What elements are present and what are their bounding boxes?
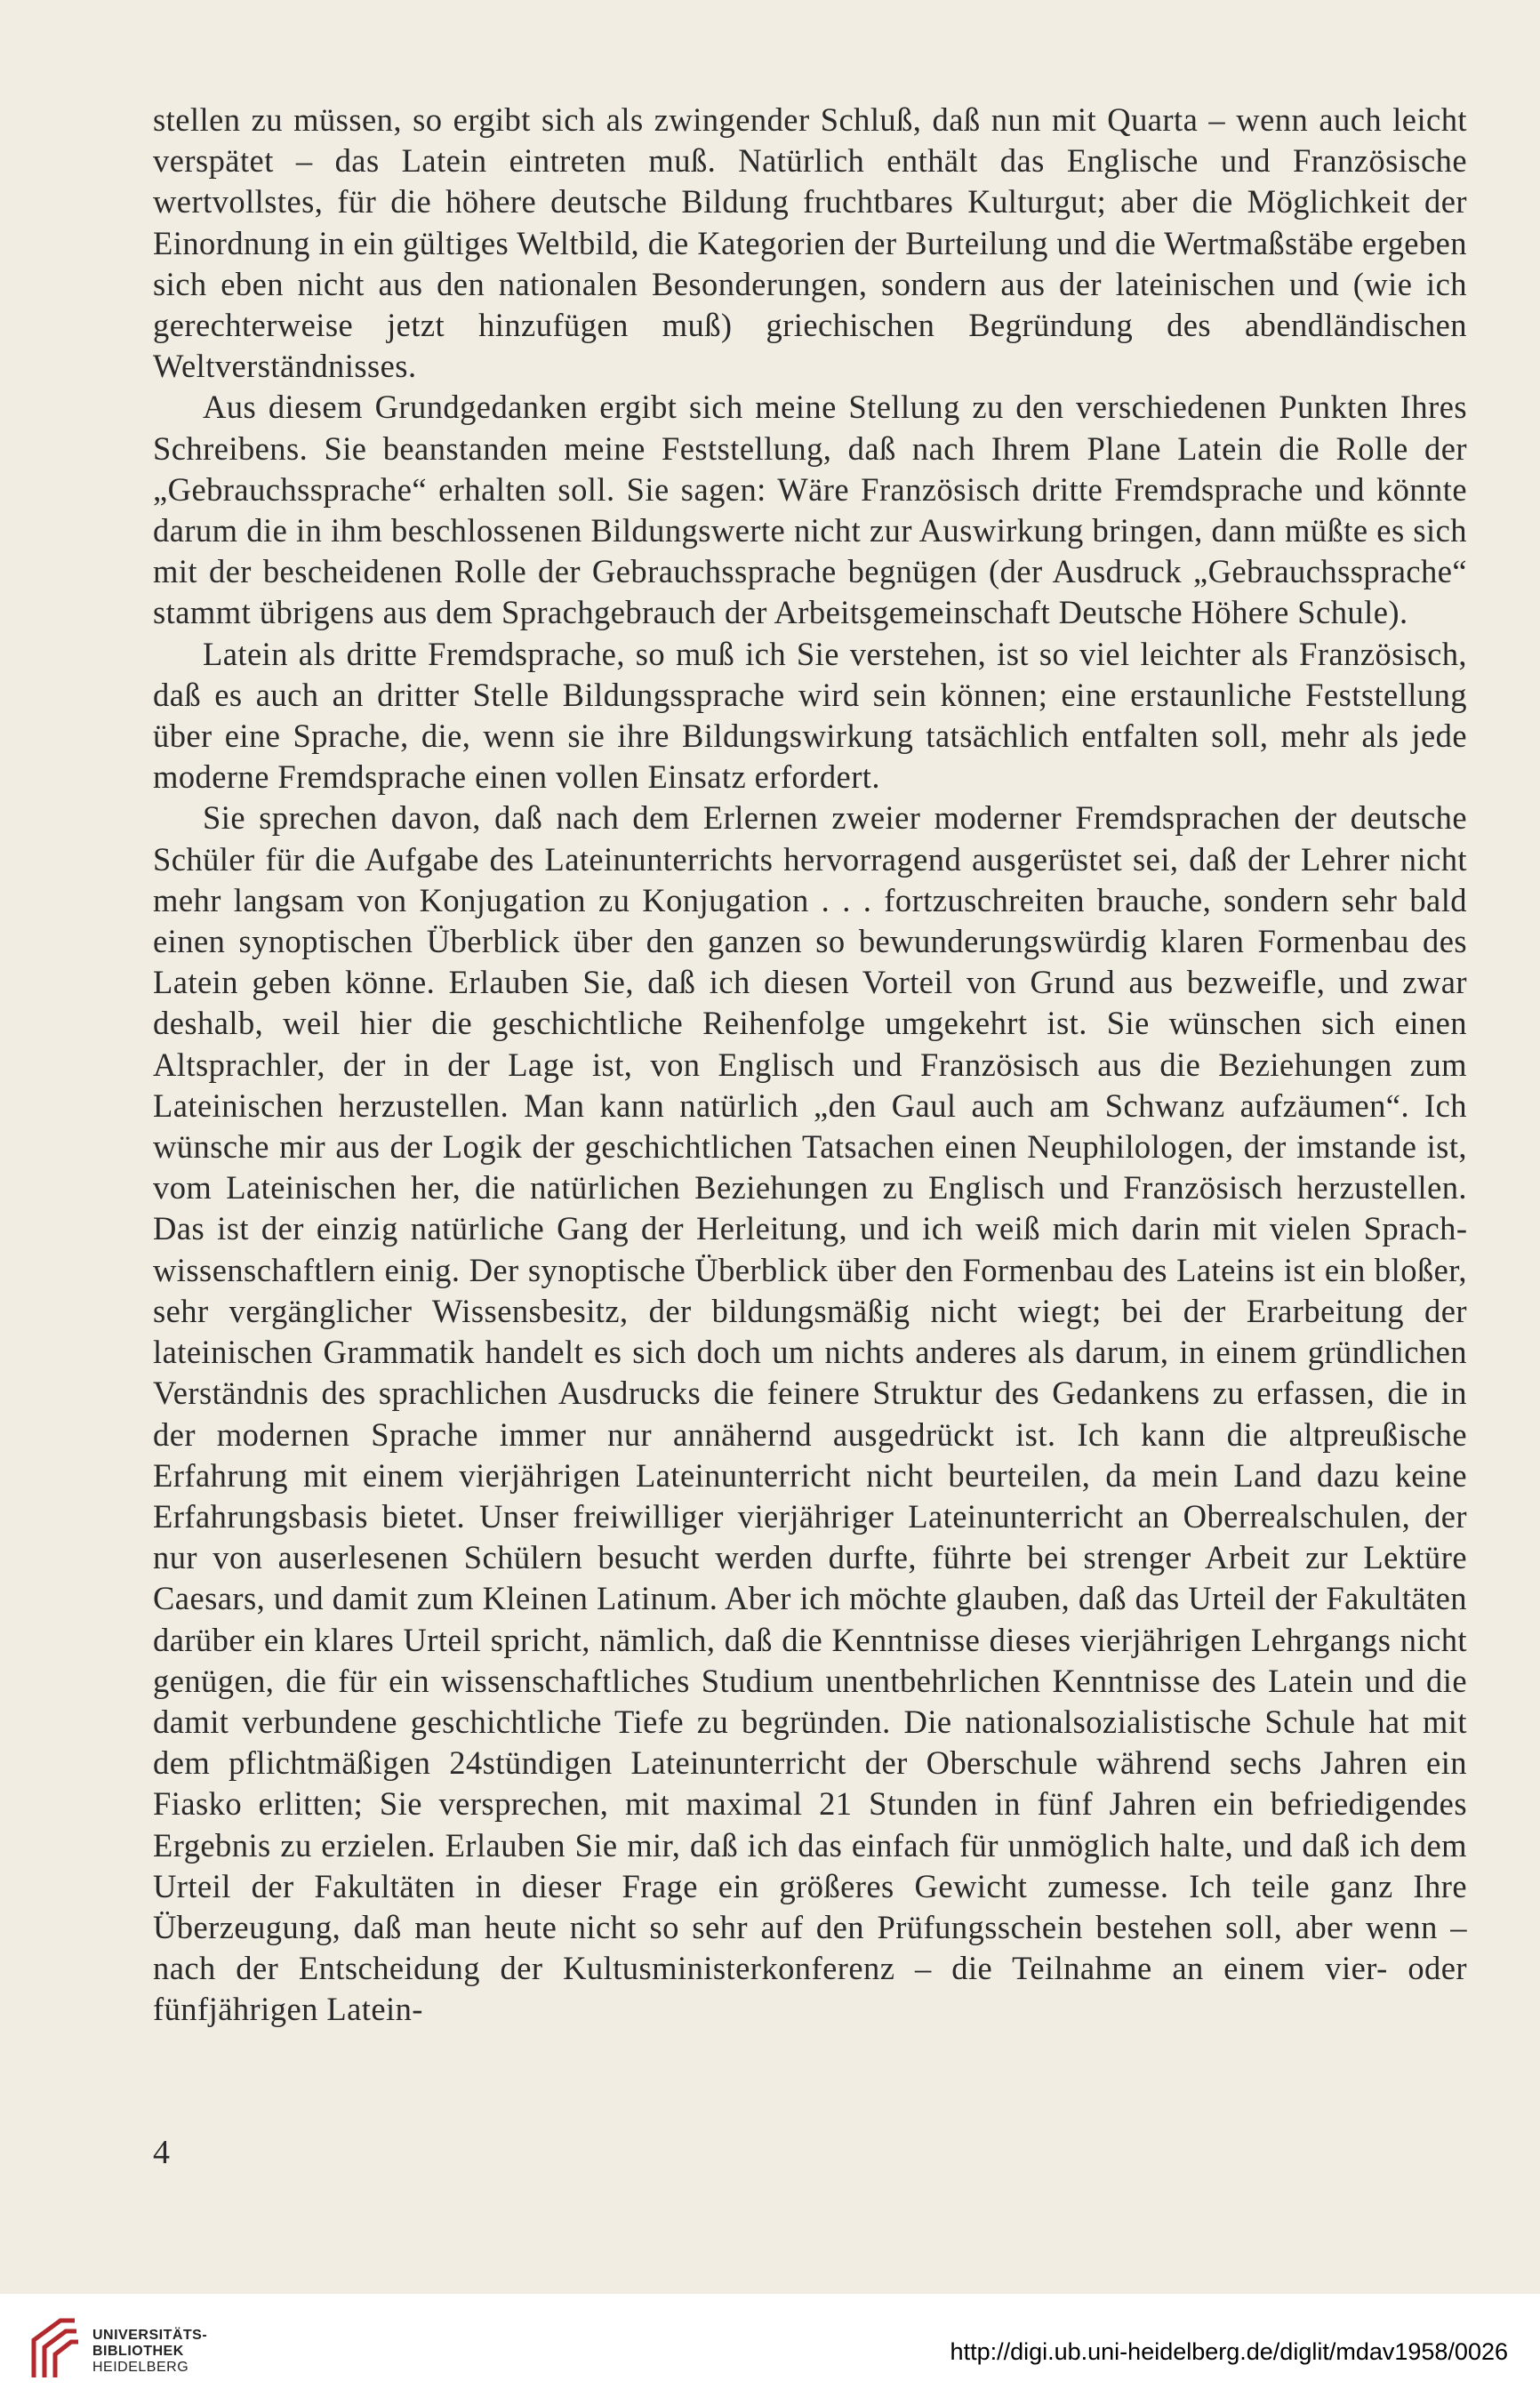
library-name-line3: HEIDELBERG: [92, 2360, 189, 2375]
digitization-footer: [0, 2294, 1540, 2405]
paragraph-3: Latein als dritte Fremdsprache, so muß ich Sie verstehen, ist so viel leichter als Französisch, daß es auch an dritter Stelle Bildungssprache wird sein können; eine erstaunliche Feststellung über eine Sprache, die, wenn sie ihre Bildungswirkung tatsächlich entfalten soll, mehr als jede moderne Fremdsprache einen vollen Einsatz erfordert.: [153, 635, 1467, 796]
library-name-line1: UNIVERSITÄTS-: [92, 2328, 208, 2343]
page-number: 4: [153, 2134, 170, 2171]
paragraph-2: Aus diesem Grundgedanken ergibt sich meine Stellung zu den verschiedenen Punkten Ihres Schreibens. Sie beanstanden meine Feststellung, daß nach Ihrem Plane Latein die Rolle der „Gebrauchssprache“ erhalten soll. Sie sagen: Wäre Französisch dritte Fremdsprache und könnte darum die in ihm beschlossenen Bildungswerte nicht zur Auswirkung bringen, dann müßte es sich mit der bescheidenen Rolle der Gebrauchssprache begnügen (der Ausdruck „Gebrauchssprache“ stammt übrigens aus dem Sprachgebrauch der Arbeitsgemeinschaft Deutsche Höhere Schule).: [153, 389, 1467, 631]
source-url-link[interactable]: http://digi.ub.uni-heidelberg.de/diglit/mdav1958/0026: [950, 2338, 1508, 2365]
library-name-line2: BIBLIOTHEK: [92, 2344, 184, 2359]
paragraph-4: Sie sprechen davon, daß nach dem Erlernen zweier moderner Fremdsprachen der deutsche Schüler für die Aufgabe des Lateinunterrichts hervorragend ausgerüstet sei, daß der Lehrer nicht mehr langsam von Konjugation zu Konjugation . . . fortzuschreiten brauche, sondern sehr bald einen synoptischen Überblick über den ganzen so bewunderungswürdig klaren Formenbau des Latein geben könne. Erlauben Sie, daß ich diesen Vorteil von Grund aus bezweifle, und zwar deshalb, weil hier die geschichtliche Reihenfolge umgekehrt ist. Sie wünschen sich einen Altsprachler, der in der Lage ist, von Englisch und Französisch aus die Beziehungen zum Lateinischen herzustellen. Man kann natürlich „den Gaul auch am Schwanz aufzäumen“. Ich wünsche mir aus der Logik der geschichtlichen Tatsachen einen Neuphilologen, der imstande ist, vom Lateinischen her, die natürlichen Beziehungen zu Englisch und Französisch herzustellen. Das ist der einzig natürliche Gang der Herleitung, und ich weiß mich darin mit vielen Sprachwissenschaftlern einig. Der synoptische Überblick über den Formenbau des Lateins ist ein bloßer, sehr vergänglicher Wissensbesitz, der bildungsmäßig nicht wiegt; bei der Erarbeitung der lateinischen Grammatik handelt es sich doch um nichts anderes als darum, in einem gründlichen Verständnis des sprachlichen Ausdrucks die feinere Struktur des Gedankens zu erfassen, die in der modernen Sprache immer nur annähernd ausgedrückt ist. Ich kann die altpreußische Erfahrung mit einem vierjährigen Lateinunterricht nicht beurteilen, da mein Land dazu keine Erfahrungsbasis bietet. Unser freiwilliger vierjähriger Lateinunterricht an Oberrealschulen, der nur von auserlesenen Schülern besucht werden durfte, führte bei strenger Arbeit zur Lektüre Caesars, und damit zum Kleinen Latinum. Aber ich möchte glauben, daß das Urteil der Fakultäten darüber ein klares Urteil spricht, nämlich, daß die Kenntnisse dieses vierjährigen Lehrgangs nicht genügen, die für ein wissenschaftliches Studium unentbehrlichen Kenntnisse des Latein und die damit verbundene geschichtliche Tiefe zu begründen. Die nationalsozialistische Schule hat mit dem pflichtmäßigen 24stündigen Lateinunterricht der Oberschule während sechs Jahren ein Fiasko erlitten; Sie versprechen, mit maximal 21 Stunden in fünf Jahren ein befriedigendes Ergebnis zu erzielen. Erlauben Sie mir, daß ich das einfach für unmöglich halte, und daß ich dem Urteil der Fakultäten in dieser Frage ein größeres Gewicht zumesse. Ich teile ganz Ihre Überzeugung, daß man heute nicht so sehr auf den Prüfungsschein bestehen soll, aber wenn – nach der Entscheidung der Kultusministerkonferenz – die Teilnahme an einem vier- oder fünfjährigen Latein-: [153, 799, 1467, 2028]
body-text: [153, 100, 1467, 2031]
library-logo-icon: [25, 2315, 84, 2383]
paragraph-1: stellen zu müssen, so ergibt sich als zwingender Schluß, daß nun mit Quarta – wenn auch leicht verspätet – das Latein eintreten muß. Natürlich enthält das Englische und Französische wertvollstes, für die höhere deutsche Bildung fruchtbares Kulturgut; aber die Möglichkeit der Einordnung in ein gültiges Weltbild, die Kategorien der Burteilung und die Wertmaßstäbe ergeben sich eben nicht aus den nationalen Besonderungen, sondern aus der lateinischen und (wie ich gerechterweise jetzt hinzufügen muß) griechischen Begründung des abendländischen Weltverständnisses.: [153, 101, 1467, 385]
library-name: [92, 2328, 207, 2376]
